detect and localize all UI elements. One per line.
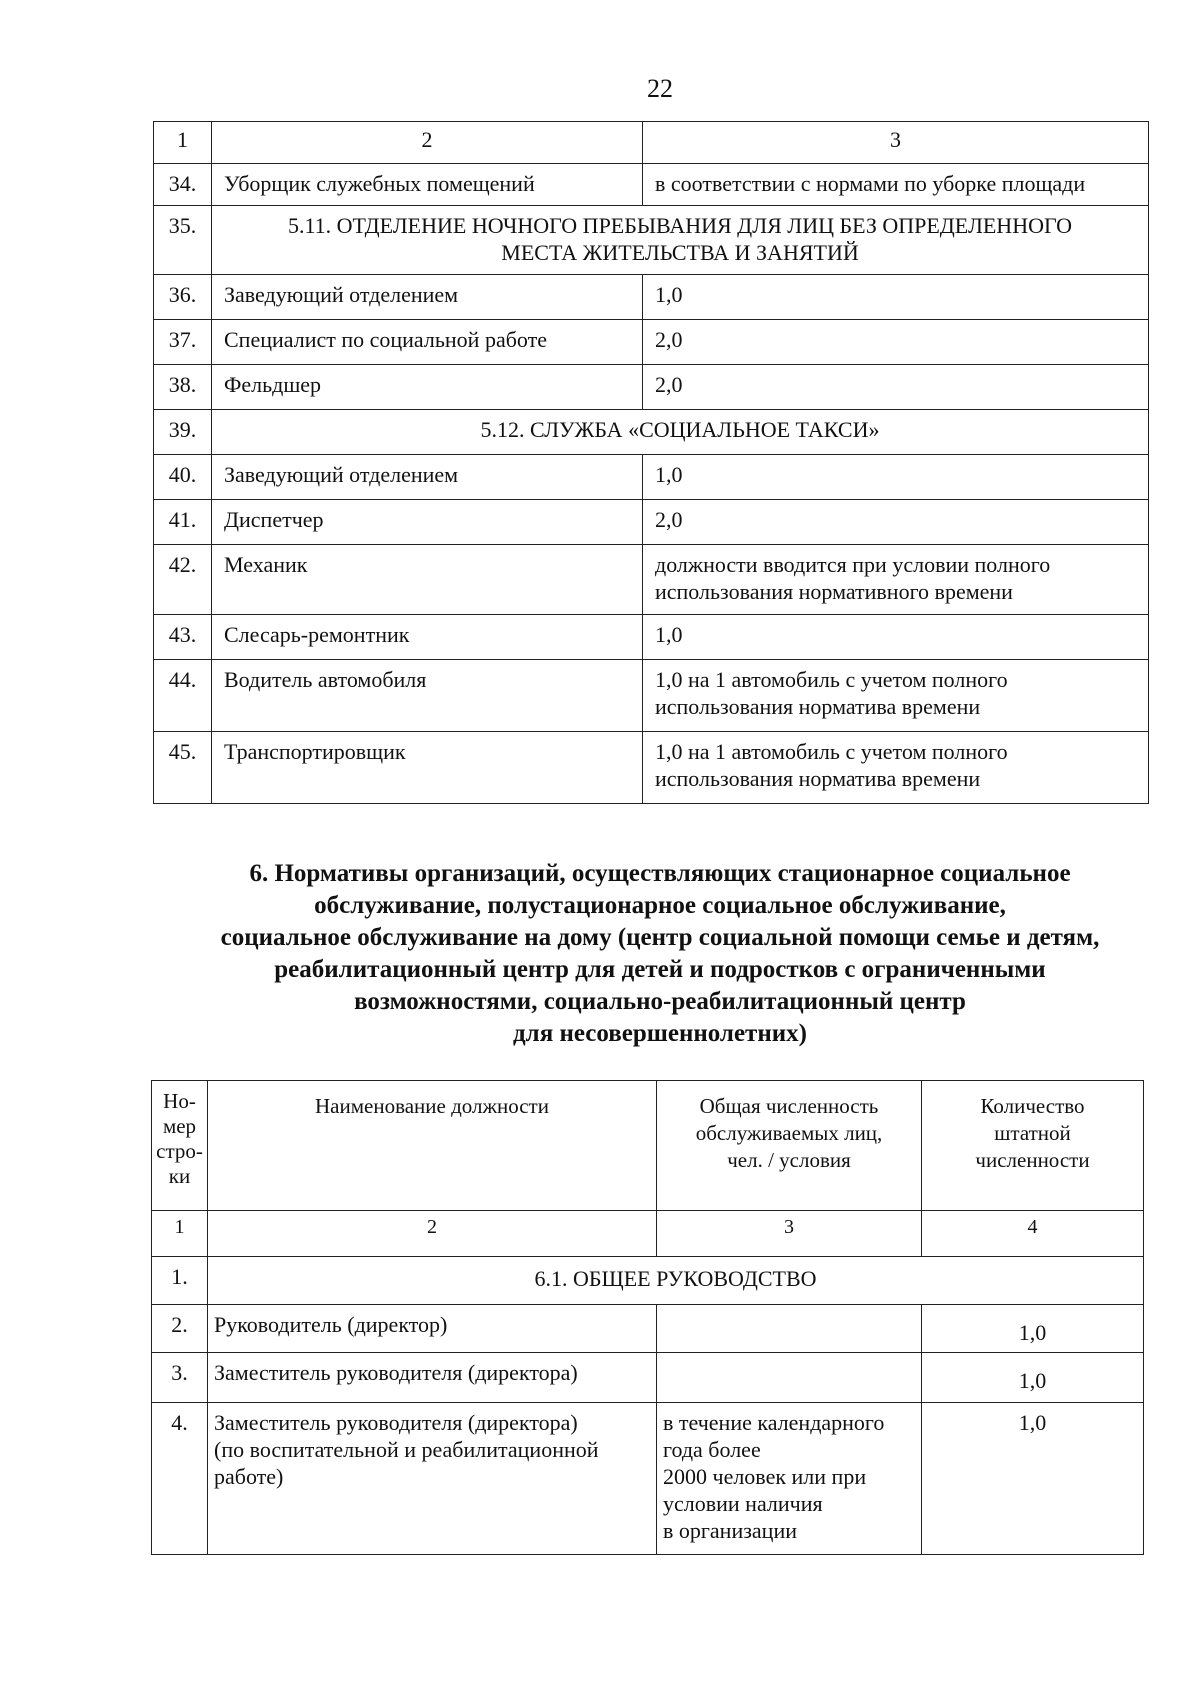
position-name: Руководитель (директор) xyxy=(208,1305,657,1353)
staff-norm: 1,0 на 1 автомобиль с учетом полного использования норматива времени xyxy=(643,660,1149,732)
row-number: 36. xyxy=(154,275,212,320)
staff-norm: в соответствии с нормами по уборке площади xyxy=(643,164,1149,206)
column-header-served-count: Общая численность обслуживаемых лиц, чел. / условия xyxy=(657,1081,922,1211)
served-condition xyxy=(657,1353,922,1403)
staff-count: 1,0 xyxy=(922,1403,1144,1555)
position-name: Уборщик служебных помещений xyxy=(212,164,643,206)
column-header-position: Наименование должности xyxy=(208,1081,657,1211)
column-number-row xyxy=(152,1211,1144,1257)
row-number: 43. xyxy=(154,615,212,660)
column-number-1: 1 xyxy=(152,1211,208,1257)
table-row xyxy=(154,660,1149,732)
row-number: 45. xyxy=(154,732,212,804)
section-title: 5.11. ОТДЕЛЕНИЕ НОЧНОГО ПРЕБЫВАНИЯ ДЛЯ ЛИЦ БЕЗ ОПРЕДЕЛЕННОГО МЕСТА ЖИТЕЛЬСТВА И ЗАНЯТИЙ xyxy=(212,206,1149,275)
served-condition: в течение календарного года более 2000 человек или при условии наличия в организации xyxy=(657,1403,922,1555)
staff-count: 1,0 xyxy=(922,1305,1144,1353)
table-header-row xyxy=(152,1081,1144,1211)
staff-count: 1,0 xyxy=(922,1353,1144,1403)
table-row xyxy=(154,732,1149,804)
row-number: 34. xyxy=(154,164,212,206)
staff-norm: 1,0 xyxy=(643,615,1149,660)
table-row xyxy=(154,455,1149,500)
row-number: 42. xyxy=(154,545,212,615)
table-row xyxy=(154,365,1149,410)
staff-norm: 2,0 xyxy=(643,365,1149,410)
section-heading xyxy=(140,858,1180,1050)
table-row xyxy=(154,164,1149,206)
table-row xyxy=(152,1353,1144,1403)
column-number-1: 1 xyxy=(154,122,212,164)
table-row xyxy=(152,1305,1144,1353)
table-row xyxy=(154,500,1149,545)
table-row xyxy=(154,545,1149,615)
served-condition xyxy=(657,1305,922,1353)
column-number-4: 4 xyxy=(922,1211,1144,1257)
position-name: Водитель автомобиля xyxy=(212,660,643,732)
heading-line: социальное обслуживание на дому (центр социальной помощи семье и детям, xyxy=(220,924,1100,951)
staff-norm: 2,0 xyxy=(643,500,1149,545)
heading-line: для несовершеннолетних) xyxy=(513,1020,807,1047)
position-name: Заведующий отделением xyxy=(212,275,643,320)
table-row xyxy=(154,615,1149,660)
page-number: 22 xyxy=(647,74,673,103)
section-row xyxy=(154,410,1149,455)
row-number: 1. xyxy=(152,1257,208,1305)
row-number: 4. xyxy=(152,1403,208,1555)
row-number: 44. xyxy=(154,660,212,732)
position-name: Механик xyxy=(212,545,643,615)
position-name: Фельдшер xyxy=(212,365,643,410)
position-name: Заведующий отделением xyxy=(212,455,643,500)
row-number: 2. xyxy=(152,1305,208,1353)
heading-line: возможностями, социально-реабилитационный центр xyxy=(354,988,966,1015)
section-row xyxy=(154,206,1149,275)
staff-norm: 2,0 xyxy=(643,320,1149,365)
position-name: Специалист по социальной работе xyxy=(212,320,643,365)
row-number: 37. xyxy=(154,320,212,365)
column-header-staff-count: Количество штатной численности xyxy=(922,1081,1144,1211)
table-row xyxy=(154,320,1149,365)
column-number-2: 2 xyxy=(212,122,643,164)
staff-norm: должности вводится при условии полного использования нормативного времени xyxy=(643,545,1149,615)
position-name: Заместитель руководителя (директора) (по воспитательной и реабилитационной работе) xyxy=(208,1403,657,1555)
row-number: 35. xyxy=(154,206,212,275)
staffing-table-continuation xyxy=(153,121,1149,804)
staff-norm: 1,0 на 1 автомобиль с учетом полного использования норматива времени xyxy=(643,732,1149,804)
heading-line: реабилитационный центр для детей и подростков с ограниченными xyxy=(274,956,1046,983)
staff-norm: 1,0 xyxy=(643,455,1149,500)
column-header-row-number: Но- мер стро- ки xyxy=(152,1081,208,1211)
section-title: 6.1. ОБЩЕЕ РУКОВОДСТВО xyxy=(208,1257,1144,1305)
section-title: 5.12. СЛУЖБА «СОЦИАЛЬНОЕ ТАКСИ» xyxy=(212,410,1149,455)
row-number: 38. xyxy=(154,365,212,410)
staff-norm: 1,0 xyxy=(643,275,1149,320)
column-number-3: 3 xyxy=(657,1211,922,1257)
heading-line: обслуживание, полустационарное социальное обслуживание, xyxy=(314,892,1006,919)
column-number-3: 3 xyxy=(643,122,1149,164)
position-name: Транспортировщик xyxy=(212,732,643,804)
position-name: Слесарь-ремонтник xyxy=(212,615,643,660)
position-name: Заместитель руководителя (директора) xyxy=(208,1353,657,1403)
row-number: 39. xyxy=(154,410,212,455)
section-row xyxy=(152,1257,1144,1305)
column-number-2: 2 xyxy=(208,1211,657,1257)
row-number: 3. xyxy=(152,1353,208,1403)
row-number: 40. xyxy=(154,455,212,500)
table-row xyxy=(152,1403,1144,1555)
position-name: Диспетчер xyxy=(212,500,643,545)
row-number: 41. xyxy=(154,500,212,545)
staffing-norms-table xyxy=(151,1080,1144,1555)
table-row xyxy=(154,275,1149,320)
heading-line: 6. Нормативы организаций, осуществляющих стационарное социальное xyxy=(249,860,1071,887)
table-header-row xyxy=(154,122,1149,164)
